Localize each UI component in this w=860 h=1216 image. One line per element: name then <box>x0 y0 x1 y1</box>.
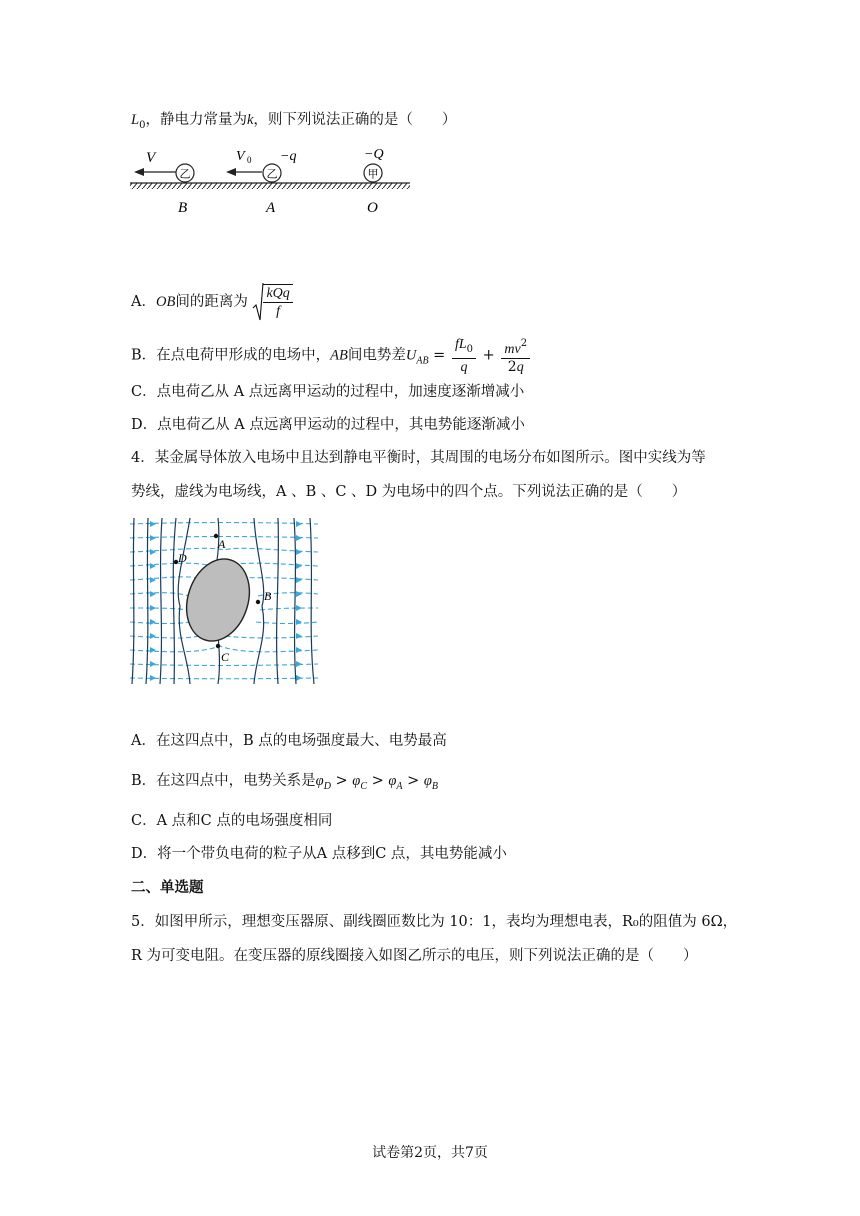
v0-label: V <box>236 149 245 164</box>
minus-Q-label: −Q <box>364 147 384 162</box>
page-footer: 试卷第2页，共7页 <box>372 1145 488 1161</box>
q4-option-d: D．将一个带负电荷的粒子从A 点移到C 点，其电势能减小 <box>131 846 507 862</box>
q5-stem-line1: 5．如图甲所示，理想变压器原、副线圈匝数比为 10：1，表均为理想电表，R₀的阻值为 6Ω， <box>131 914 738 930</box>
yi-left: 乙 <box>179 168 191 181</box>
q4-option-c: C．A 点和C 点的电场强度相同 <box>131 813 333 829</box>
q3-option-a: A．OB间的距离为 $\frac{\text{kQq}}{f}$ <box>131 282 295 322</box>
minus-q-label: −q <box>280 149 297 164</box>
q4-option-a: A．在这四点中，B 点的电场强度最大、电势最高 <box>131 733 447 749</box>
q3-stem-line: $L_0$，静电力常量为k，则下列说法正确的是（ ） <box>131 112 457 131</box>
field-point-C: C <box>221 650 230 664</box>
v-label: V <box>146 150 156 166</box>
field-point-A: A <box>218 537 226 551</box>
q4-stem-line1: 4．某金属导体放入电场中且达到静电平衡时，其周围的电场分布如图所示。图中实线为等 <box>131 450 706 466</box>
q3-option-d: D．点电荷乙从 A 点远离甲运动的过程中，其电势能逐渐减小 <box>131 417 525 433</box>
q4-option-b: B．在这四点中，电势关系是$\varphi_D > \varphi_C > \varphi_A > \varphi_B$ <box>131 773 439 792</box>
q3-option-b: B．在点电荷甲形成的电场中，AB间电势差$U_{AB}$ = $\frac{fL_0}{q}$ + $\frac{mv^2}{2q}$ <box>131 335 532 376</box>
point-A: A <box>266 200 276 216</box>
yi-mid: 乙 <box>266 168 278 181</box>
figure-charges-track <box>128 140 418 220</box>
q4-stem-line2: 势线，虚线为电场线，A 、B 、C 、D 为电场中的四个点。下列说法正确的是（ ） <box>131 484 687 500</box>
figure-field-lines <box>128 516 320 686</box>
jia-label: 甲 <box>367 168 379 181</box>
q3-option-c: C．点电荷乙从 A 点远离甲运动的过程中，加速度逐渐增减小 <box>131 384 525 400</box>
q5-stem-line2: R 为可变电阻。在变压器的原线圈接入如图乙所示的电压，则下列说法正确的是（ ） <box>131 948 698 964</box>
point-O: O <box>367 200 378 216</box>
section-heading: 二、单选题 <box>131 879 204 896</box>
field-point-B: B <box>264 589 272 603</box>
point-B: B <box>178 200 188 216</box>
field-point-D: D <box>178 551 187 565</box>
v0-sub: 0 <box>247 155 252 165</box>
